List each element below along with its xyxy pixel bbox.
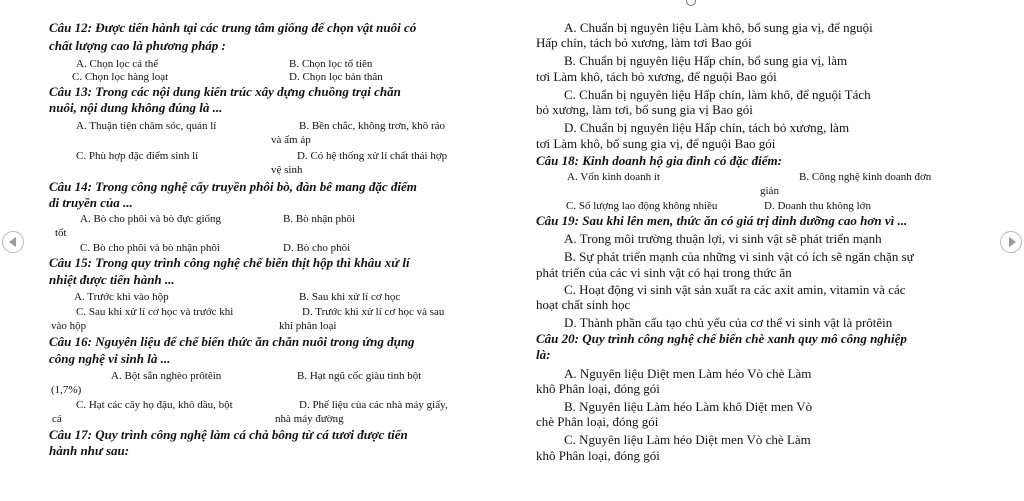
next-button[interactable] [1000, 231, 1022, 253]
left-text-line: B. Chọn lọc tổ tiên [289, 58, 373, 70]
left-text-line: cá [52, 413, 62, 425]
right-text-line: D. Thành phần cấu tạo chủ yếu của cơ thể vi sinh vật là prôtêin [564, 315, 893, 330]
left-question-line: nhiệt được tiến hành ... [49, 272, 175, 287]
right-text-line: B. Nguyên liệu Làm héo Làm khô Diệt men Vò [564, 399, 813, 414]
right-text-line: C. Nguyên liệu Làm héo Diệt men Vò chè Làm [564, 432, 811, 447]
right-question-line: Câu 18: Kinh doanh hộ gia đình có đặc điểm: [536, 153, 782, 168]
left-question-line: di truyền của ... [49, 195, 133, 210]
right-text-line: C. Chuẩn bị nguyên liệu Hấp chín, làm khô, để nguội Tách [564, 87, 871, 102]
right-question-line: Câu 20: Quy trình công nghệ chế biến chè xanh quy mô công nghiệp [536, 331, 907, 346]
left-text-line: A. Thuận tiện chăm sóc, quản lí [76, 120, 217, 132]
left-text-line: và ấm áp [271, 134, 311, 146]
left-question-line: hành như sau: [49, 443, 130, 458]
left-text-line: B. Bền chắc, không trơn, khô ráo [299, 120, 446, 132]
left-text-line: A. Bò cho phôi và bò đực giống [80, 213, 222, 225]
chevron-left-icon [9, 237, 16, 247]
left-text-line: C. Hạt các cây họ đậu, khô dầu, bột [76, 399, 233, 411]
left-question-line: Câu 15: Trong quy trình công nghệ chế biến thịt hộp thì khâu xử lí [49, 255, 410, 270]
left-text-line: C. Phù hợp đặc điểm sinh lí [76, 150, 199, 162]
right-text-line: A. Chuẩn bị nguyên liệu Làm khô, bổ sung gia vị, để nguội [564, 20, 873, 35]
left-text-line: B. Sau khi xử lí cơ học [299, 291, 401, 303]
chevron-right-icon [1009, 237, 1016, 247]
left-text-line: nhà máy đường [275, 413, 344, 425]
left-question-line: Câu 17: Quy trình công nghệ làm cá chà bông từ cá tươi được tiến [49, 427, 408, 442]
right-text-line: hoạt chất sinh học [536, 297, 631, 312]
right-text-line: phát triển của các vi sinh vật có hại trong thức ăn [536, 265, 792, 280]
right-text-line: tơi Làm khô, bổ sung gia vị, để nguội Bao gói [536, 136, 776, 151]
left-text-line: A. Chọn lọc cá thể [76, 58, 159, 70]
right-text-line: Hấp chín, tách bỏ xương, làm tơi Bao gói [536, 35, 752, 50]
left-text-line: vệ sinh [271, 164, 303, 176]
right-text-line: C. Hoạt động vi sinh vật sản xuất ra các axit amin, vitamin và các [564, 282, 906, 297]
right-text-line: tơi Làm khô, tách bỏ xương, để nguội Bao gói [536, 69, 777, 84]
left-text-line: B. Bò nhận phôi [283, 213, 356, 225]
left-text-line: C. Bò cho phôi và bò nhận phôi [80, 242, 220, 254]
right-text-line: D. Doanh thu không lớn [764, 200, 871, 212]
carousel-dot [686, 0, 696, 6]
right-question-line: là: [536, 347, 551, 362]
left-question-line: Câu 12: Được tiến hành tại các trung tâm giống để chọn vật nuôi có [49, 20, 417, 35]
left-text-line: D. Chọn lọc bản thân [289, 71, 383, 83]
left-text-line: D. Phế liệu của các nhà máy giấy, [299, 399, 448, 411]
right-text-line: giản [760, 185, 779, 197]
right-text-line: B. Công nghệ kinh doanh đơn [799, 171, 932, 183]
right-text-line: khô Phân loại, đóng gói [536, 381, 660, 396]
right-text-line: bỏ xương, làm tơi, bổ sung gia vị Bao gói [536, 102, 753, 117]
right-question-line: Câu 19: Sau khi lên men, thức ăn có giá trị dinh dưỡng cao hơn vì ... [536, 213, 908, 228]
right-text-line: C. Số lượng lao động không nhiều [566, 200, 718, 212]
left-text-line: tốt [55, 227, 67, 239]
left-text-line: D. Có hệ thống xử lí chất thải hợp [297, 150, 448, 162]
left-text-line: (1,7%) [51, 384, 82, 396]
left-text-line: A. Trước khi vào hộp [74, 291, 169, 303]
left-question-line: nuôi, nội dung không đúng là ... [49, 100, 223, 115]
left-text-line: A. Bột sắn nghèo prôtêin [111, 370, 222, 382]
left-question-line: công nghệ vi sinh là ... [49, 351, 171, 366]
left-question-line: Câu 13: Trong các nội dung kiến trúc xây dựng chuồng trại chăn [49, 84, 401, 99]
right-text-line: B. Chuẩn bị nguyên liệu Hấp chín, bổ sung gia vị, làm [564, 53, 848, 68]
right-text-line: A. Nguyên liệu Diệt men Làm héo Vò chè Làm [564, 366, 812, 381]
left-question-line: chất lượng cao là phương pháp : [49, 38, 226, 53]
left-text-line: D. Trước khi xử lí cơ học và sau [302, 306, 445, 318]
previous-button[interactable] [2, 231, 24, 253]
right-text-line: A. Trong môi trường thuận lợi, vi sinh vật sẽ phát triển mạnh [564, 231, 882, 246]
right-text-line: chè Phân loại, đóng gói [536, 414, 659, 429]
left-text-line: khi phân loại [279, 320, 337, 332]
left-text-line: vào hộp [51, 320, 87, 332]
right-text-line: khô Phân loại, đóng gói [536, 448, 660, 463]
right-text-line: B. Sự phát triển mạnh của những vi sinh vật có ích sẽ ngăn chặn sự [564, 249, 914, 264]
left-text-line: C. Chọn lọc hàng loạt [72, 71, 169, 83]
left-text-line: D. Bò cho phôi [283, 242, 351, 254]
left-question-line: Câu 14: Trong công nghệ cấy truyền phôi bò, đàn bê mang đặc điểm [49, 179, 417, 194]
right-text-line: A. Vốn kinh doanh ít [567, 171, 660, 183]
right-text-line: D. Chuẩn bị nguyên liệu Hấp chín, tách bỏ xương, làm [564, 120, 850, 135]
left-text-line: B. Hạt ngũ cốc giàu tinh bột [297, 370, 422, 382]
left-question-line: Câu 16: Nguyên liệu để chế biến thức ăn chăn nuôi trong ứng dụng [49, 334, 415, 349]
left-text-line: C. Sau khi xử lí cơ học và trước khi [76, 306, 234, 318]
